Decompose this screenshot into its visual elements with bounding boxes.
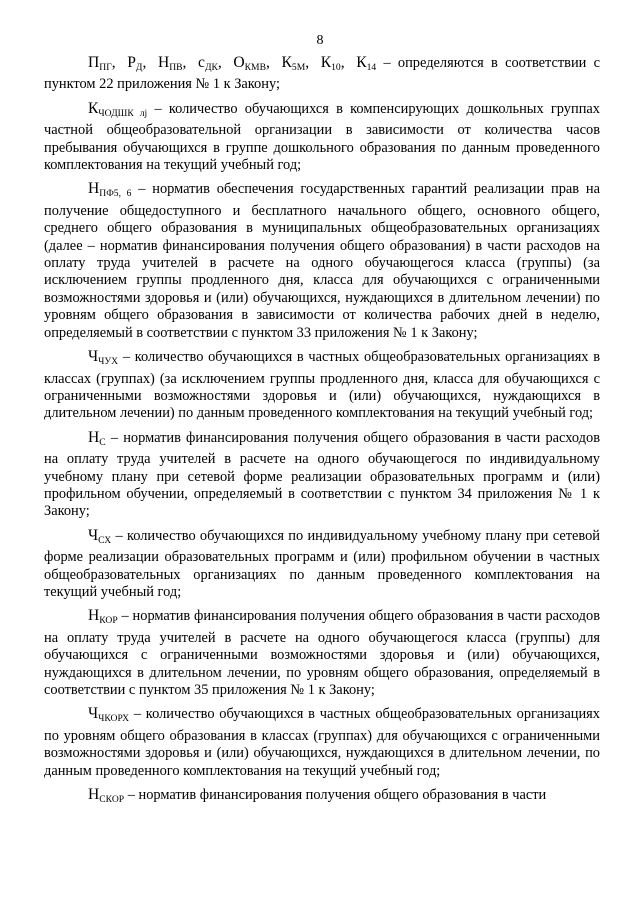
symbol-base: К bbox=[356, 54, 367, 71]
definition-text: – количество обучающихся по индивидуальному учебному плану при сетевой форме реализации образовательных программ и (или) профильном обучении в частных общеобразовательных организациях по данным проведенного комплектования на текущий учебный год; bbox=[44, 527, 600, 600]
symbol-subscript: 5М bbox=[291, 62, 306, 73]
definition-entry bbox=[44, 348, 600, 423]
symbol-separator: , bbox=[266, 54, 270, 71]
formula-symbols bbox=[88, 180, 132, 200]
symbol-base: Ч bbox=[88, 705, 99, 723]
definition-text: – норматив финансирования получения общего образования в части bbox=[127, 787, 547, 804]
symbol-subscript: СКОР bbox=[99, 794, 125, 806]
definition-entry bbox=[44, 705, 600, 780]
symbol-separator: , bbox=[305, 54, 310, 71]
symbol-subscript: ПВ bbox=[169, 62, 183, 73]
definition-entry bbox=[44, 527, 600, 602]
symbol-base: Ч bbox=[88, 526, 99, 544]
symbol-base: Н bbox=[88, 428, 100, 446]
symbol-base: с bbox=[198, 54, 205, 71]
formula-symbols bbox=[88, 348, 119, 368]
symbol-separator: , bbox=[182, 54, 187, 71]
symbol-subscript: 10 bbox=[331, 62, 341, 73]
definition-entry bbox=[44, 100, 600, 175]
page-number: 8 bbox=[316, 33, 324, 48]
formula-symbols bbox=[88, 786, 125, 806]
formula-symbols bbox=[88, 100, 147, 117]
definition-entry bbox=[44, 180, 600, 342]
symbol-separator: , bbox=[142, 54, 147, 71]
symbol-subscript: ПГ bbox=[99, 62, 112, 73]
definition-entry bbox=[44, 607, 600, 699]
definition-text: – количество обучающихся в частных общеобразовательных организациях в классах (группах) (за исключением группы продленного дня, класса для обучающихся с ограниченными возможностями здоровья и (или) обучающихся, нуждающихся в длительном лечении) по данным проведенного комплектования на текущий учебный год; bbox=[44, 349, 600, 422]
symbol-base: Н bbox=[88, 786, 100, 804]
symbol-base: К bbox=[320, 54, 332, 71]
symbol-subscript: СХ bbox=[98, 534, 112, 546]
definition-text: – норматив финансирования получения общего образования в части расходов на оплату труда учителей в расчете на одного обучающегося по индивидуальному учебному плану при сетевой форме реализации образовательных программ и (или) профильном обучении, определяемый в соответствии с пунктом 34 приложения № 1 к Закону; bbox=[44, 429, 600, 520]
formula-symbols bbox=[88, 54, 376, 71]
symbol-base: Ч bbox=[88, 348, 99, 366]
symbol-base: Р bbox=[127, 54, 136, 71]
symbol-subscript: С bbox=[99, 436, 106, 448]
symbol-base: Н bbox=[157, 54, 170, 71]
symbol-subscript: 14 bbox=[366, 62, 377, 73]
symbol-subscript: ЧКОРХ bbox=[98, 713, 130, 725]
symbol-separator: , bbox=[340, 54, 345, 71]
definition-text: – количество обучающихся в частных общеобразовательных организациях по уровням общего образования в классах (группах) для обучающихся с ограниченными возможностями здоровья и (или) обучающихся, нуждающихся в длительном лечении, по данным проведенного комплектования на текущий учебный год; bbox=[44, 706, 600, 779]
symbol-subscript: ПФ5, 6 bbox=[99, 188, 132, 200]
formula-symbols bbox=[88, 607, 118, 627]
symbol-base: Н bbox=[88, 180, 100, 198]
definition-text: – норматив финансирования получения общего образования в части расходов на оплату труда учителей в расчете на одного обучающегося класса (группы) для обучающихся с ограниченными возможностями здоровья и (или) обучающихся, нуждающихся в длительном лечении, по уровням общего образования, определяемый в соответствии с пунктом 35 приложения № 1 к Закону; bbox=[44, 608, 600, 698]
definition-text: – норматив обеспечения государственных гарантий реализации прав на получение общедоступного и бесплатного начального общего, основного общего, среднего общего образования в муниципальных общеобразовательных организациях (далее – норматив финансирования получения общего образования) в части расходов на оплату труда учителей в расчете на одного обучающегося класса (группы) (за исключением группы продленного дня, класса для обучающихся с ограниченными возможностями здоровья и (или) обучающихся, нуждающихся в длительном лечении) по уровням общего образования в зависимости от количества рабочих дней в неделю, определяемый в соответствии с пунктом 33 приложения № 1 к Закону; bbox=[44, 181, 600, 341]
symbol-base: К bbox=[88, 99, 99, 117]
definition-text: – определяются в соответствии с пунктом 22 приложения № 1 к Закону; bbox=[44, 55, 601, 93]
definition-entry bbox=[44, 786, 600, 808]
symbol-subscript: КОР bbox=[99, 615, 118, 627]
symbol-subscript: ЧУХ bbox=[98, 356, 119, 368]
symbol-base: К bbox=[281, 54, 292, 71]
symbol-base: П bbox=[88, 54, 100, 71]
formula-symbols bbox=[88, 429, 106, 446]
symbol-subscript: КМВ bbox=[244, 62, 266, 73]
definition-entry bbox=[44, 54, 600, 94]
symbol-subscript: ДК bbox=[204, 62, 218, 73]
definition-text: – количество обучающихся в компенсирующих дошкольных группах частной общеобразовательной организации в зависимости от количества часов пребывания обучающихся в группе дошкольного образования по данным проведенного комплектования на текущий учебный год; bbox=[44, 100, 600, 174]
symbol-base: Н bbox=[88, 607, 100, 625]
formula-symbols bbox=[88, 527, 111, 544]
symbol-separator: , bbox=[111, 54, 116, 71]
symbol-subscript: Д bbox=[135, 62, 143, 73]
document-body bbox=[44, 54, 600, 814]
symbol-separator: , bbox=[217, 54, 222, 71]
definition-entry bbox=[44, 429, 600, 521]
symbol-subscript: ЧОДШК лj bbox=[98, 107, 148, 119]
formula-symbols bbox=[88, 705, 130, 725]
symbol-base: О bbox=[233, 54, 245, 71]
